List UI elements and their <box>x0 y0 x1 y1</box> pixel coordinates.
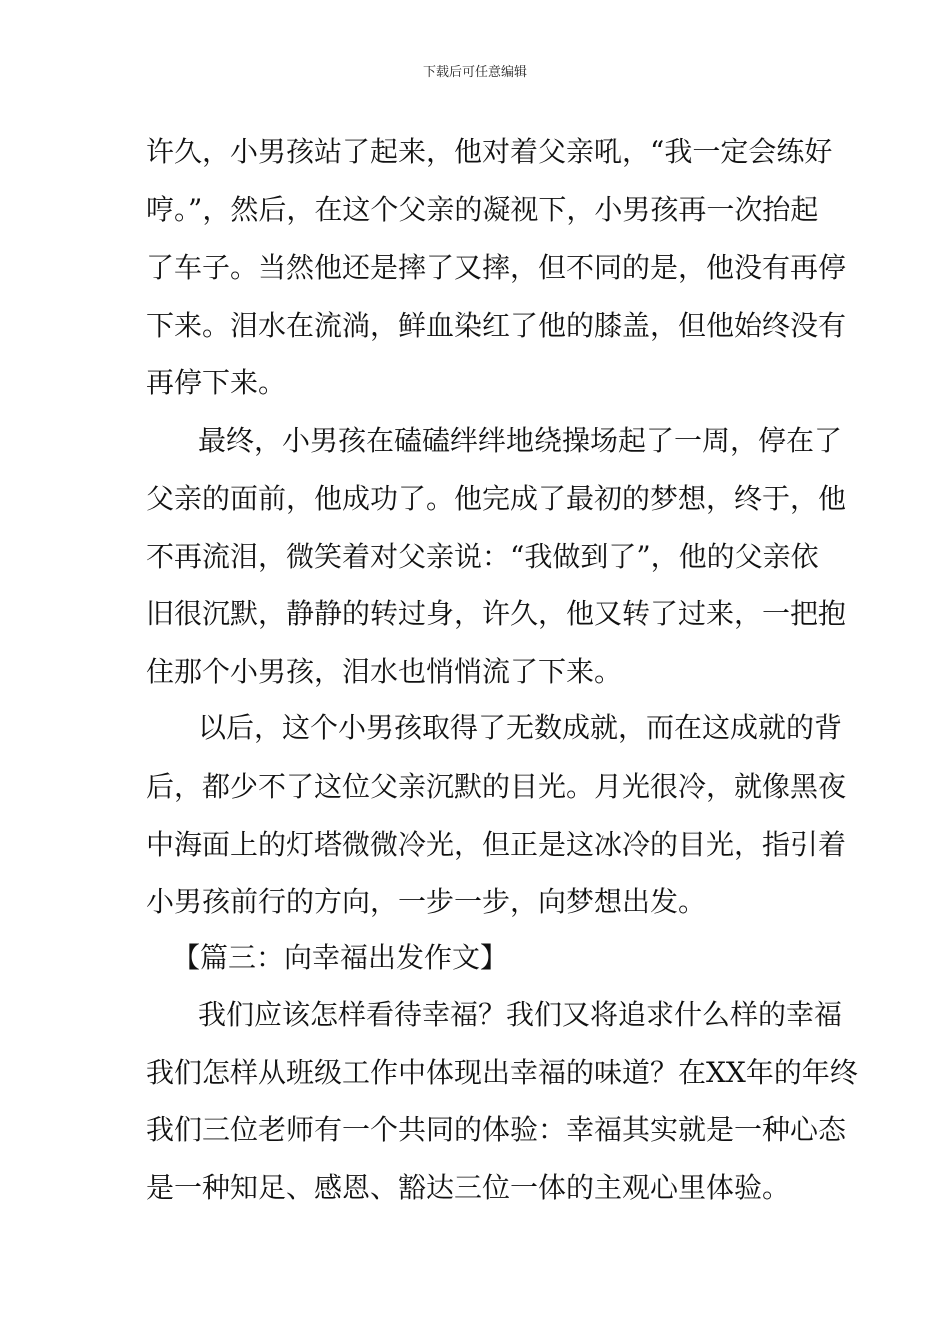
text-line: 哼。”，然后，在这个父亲的凝视下，小男孩再一次抬起 <box>146 193 819 226</box>
text-line: 住那个小男孩，泪水也悄悄流了下来。 <box>146 655 623 688</box>
text-line: 父亲的面前，他成功了。他完成了最初的梦想，终于，他 <box>146 482 847 515</box>
text-line: 中海面上的灯塔微微冷光，但正是这冰冷的目光，指引着 <box>146 828 847 861</box>
text-line: 我们应该怎样看待幸福？我们又将追求什么样的幸福 <box>198 998 843 1031</box>
text-line: 以后，这个小男孩取得了无数成就，而在这成就的背 <box>198 711 843 744</box>
page-header: 下载后可任意编辑 <box>422 65 527 80</box>
text-line: 我们怎样从班级工作中体现出幸福的味道？在XX年的年终 <box>146 1056 858 1089</box>
text-line: 许久，小男孩站了起来，他对着父亲吼，“我一定会练好 <box>146 135 833 168</box>
section-heading: 【篇三：向幸福出发作文】 <box>172 941 509 974</box>
text-line: 是一种知足、感恩、豁达三位一体的主观心里体验。 <box>146 1171 791 1204</box>
text-line: 下来。泪水在流淌，鲜血染红了他的膝盖，但他始终没有 <box>146 309 847 342</box>
text-line: 最终，小男孩在磕磕绊绊地绕操场起了一周，停在了 <box>198 424 843 457</box>
text-line: 小男孩前行的方向，一步一步，向梦想出发。 <box>146 885 707 918</box>
text-line: 后，都少不了这位父亲沉默的目光。月光很冷，就像黑夜 <box>146 770 847 803</box>
text-line: 我们三位老师有一个共同的体验：幸福其实就是一种心态 <box>146 1113 847 1146</box>
text-line: 再停下来。 <box>146 366 287 399</box>
text-line: 了车子。当然他还是摔了又摔，但不同的是，他没有再停 <box>146 251 847 284</box>
text-line: 旧很沉默，静静的转过身，许久，他又转了过来，一把抱 <box>146 597 847 630</box>
text-line: 不再流泪，微笑着对父亲说：“我做到了”，他的父亲依 <box>146 540 819 573</box>
